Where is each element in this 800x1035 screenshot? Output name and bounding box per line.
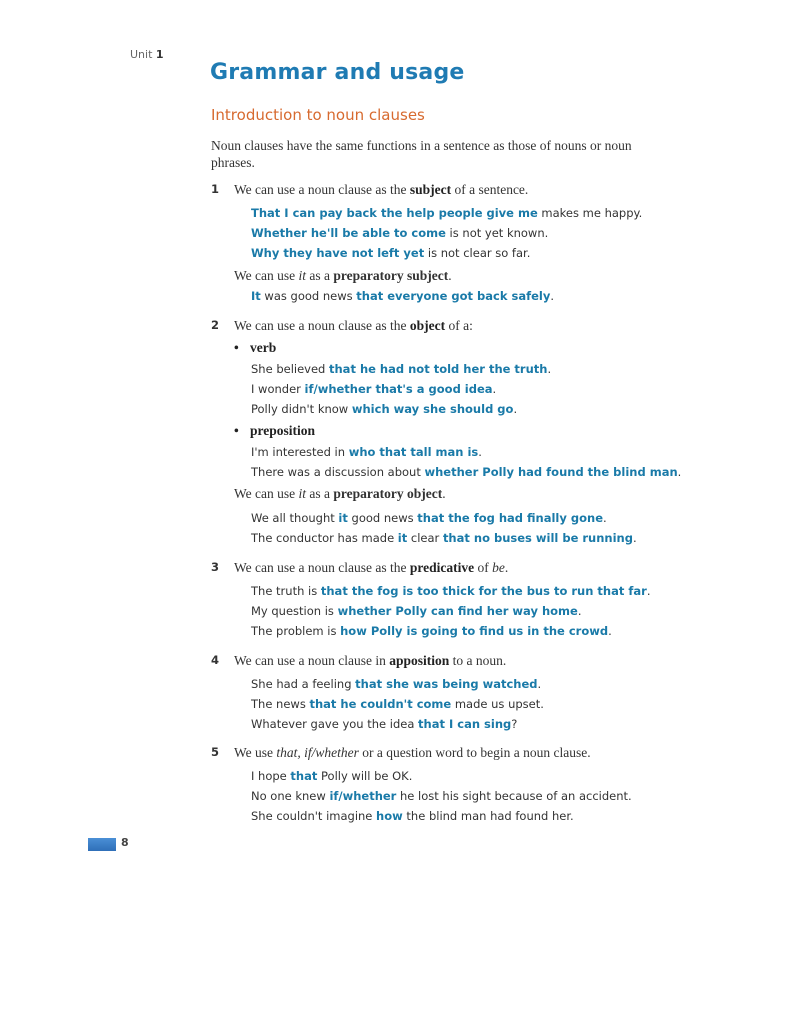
example-sentence: The news that he couldn't come made us upset.: [251, 697, 544, 711]
example-sentence: That I can pay back the help people give me makes me happy.: [251, 206, 643, 220]
point-number: 1: [211, 182, 220, 196]
intro-paragraph: Noun clauses have the same functions in a sentence as those of nouns or noun phrases.: [211, 138, 632, 170]
example-sentence: There was a discussion about whether Polly had found the blind man.: [251, 465, 682, 479]
example-sentence: I'm interested in who that tall man is.: [251, 445, 482, 459]
page-number: 8: [121, 836, 129, 849]
point-number: 2: [211, 318, 220, 332]
example-sentence: The conductor has made it clear that no buses will be running.: [251, 531, 637, 545]
page-number-bar: [88, 838, 116, 851]
example-sentence: Why they have not left yet is not clear so far.: [251, 246, 531, 260]
point-lead: We can use a noun clause in apposition to a noun.: [234, 653, 507, 668]
bullet-icon: •: [234, 423, 239, 438]
point-lead: We can use a noun clause as the subject of a sentence.: [234, 182, 529, 197]
page-title: Grammar and usage: [210, 60, 465, 85]
example-sentence: Polly didn't know which way she should go.: [251, 402, 518, 416]
example-sentence: I wonder if/whether that's a good idea.: [251, 382, 497, 396]
example-sentence: I hope that Polly will be OK.: [251, 769, 413, 783]
example-sentence: The problem is how Polly is going to find us in the crowd.: [251, 624, 612, 638]
point-lead: We use that, if/whether or a question word to begin a noun clause.: [234, 745, 591, 760]
example-sentence: We all thought it good news that the fog had finally gone.: [251, 511, 607, 525]
unit-label: Unit 1: [130, 48, 164, 61]
example-sentence: No one knew if/whether he lost his sight because of an accident.: [251, 789, 632, 803]
example-sentence: It was good news that everyone got back safely.: [251, 289, 554, 303]
example-sentence: The truth is that the fog is too thick for the bus to run that far.: [251, 584, 651, 598]
point-number: 3: [211, 560, 220, 574]
point-number: 4: [211, 653, 220, 667]
example-sentence: She had a feeling that she was being watched.: [251, 677, 542, 691]
example-sentence: Whatever gave you the idea that I can sing?: [251, 717, 518, 731]
point-number: 5: [211, 745, 220, 759]
example-sentence: She believed that he had not told her the truth.: [251, 362, 552, 376]
example-sentence: Whether he'll be able to come is not yet known.: [251, 226, 549, 240]
section-subtitle: Introduction to noun clauses: [211, 106, 425, 124]
sub-rule: We can use it as a preparatory object.: [234, 486, 446, 501]
point-lead: We can use a noun clause as the object of a:: [234, 318, 473, 333]
example-sentence: She couldn't imagine how the blind man had found her.: [251, 809, 574, 823]
bullet-preposition: • preposition: [234, 423, 316, 438]
bullet-icon: •: [234, 340, 239, 355]
point-lead: We can use a noun clause as the predicative of be.: [234, 560, 509, 575]
sub-rule: We can use it as a preparatory subject.: [234, 268, 452, 283]
bullet-verb: • verb: [234, 340, 277, 355]
example-sentence: My question is whether Polly can find her way home.: [251, 604, 582, 618]
